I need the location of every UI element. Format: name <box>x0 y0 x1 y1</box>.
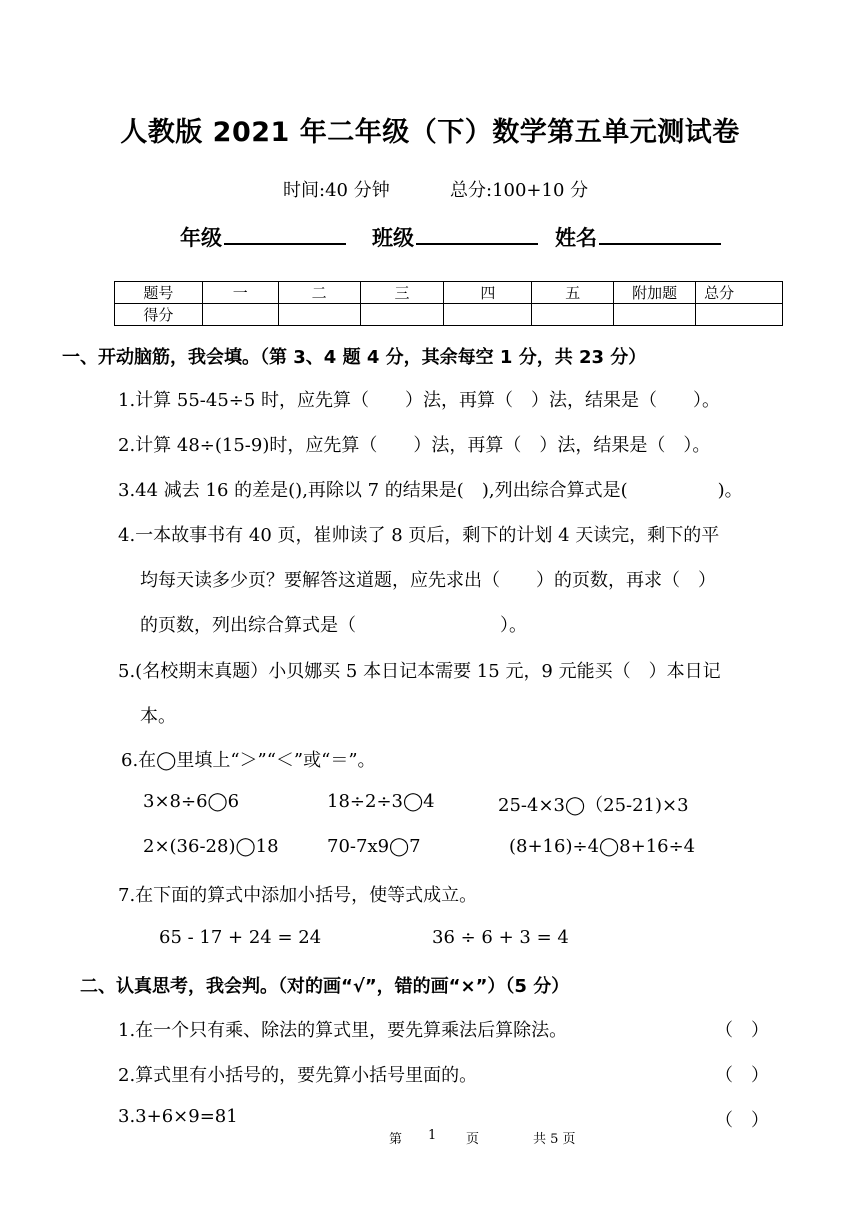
question-4-line1: 4.一本故事书有 40 页，崔帅读了 8 页后，剩下的计划 4 天读完，剩下的平 <box>118 525 720 546</box>
name-blank[interactable] <box>599 225 721 245</box>
score-header-cell: 附加题 <box>614 282 696 304</box>
question-3: 3.44 减去 16 的差是(),再除以 7 的结果是( ),列出综合算式是( )。 <box>118 480 743 501</box>
score-row-label: 得分 <box>115 304 203 326</box>
score-header-cell: 二 <box>278 282 360 304</box>
judge-mark-2[interactable]: （ ） <box>715 1065 769 1086</box>
compare-item: 70-7x9◯7 <box>327 836 421 857</box>
score-cell[interactable] <box>532 304 614 326</box>
compare-item: 3×8÷6◯6 <box>143 791 240 812</box>
score-header-cell: 三 <box>360 282 444 304</box>
question-5-line2: 本。 <box>140 706 176 727</box>
question-4-line2: 均每天读多少页？要解答这道题，应先求出（ ）的页数，再求（ ） <box>140 570 716 591</box>
compare-item: 25-4×3◯（25-21)×3 <box>498 795 689 816</box>
question-4-line3: 的页数，列出综合算式是（ ）。 <box>140 615 527 636</box>
judge-mark-1[interactable]: （ ） <box>715 1020 769 1041</box>
class-label: 班级 <box>372 226 414 250</box>
score-cell[interactable] <box>278 304 360 326</box>
score-header-cell: 一 <box>202 282 278 304</box>
score-table-row <box>115 304 783 326</box>
judge-item-3: 3.3+6×9=81 <box>118 1106 238 1127</box>
page-title: 人教版 2021 年二年级（下）数学第五单元测试卷 <box>120 117 740 148</box>
compare-item: (8+16)÷4◯8+16÷4 <box>509 836 696 857</box>
class-blank[interactable] <box>416 225 538 245</box>
time-limit: 时间:40 分钟 <box>283 180 390 201</box>
question-7: 7.在下面的算式中添加小括号，使等式成立。 <box>118 885 478 906</box>
name-field[interactable] <box>555 222 721 252</box>
question-5-line1: 5.(名校期末真题）小贝娜买 5 本日记本需要 15 元，9 元能买（ ）本日记 <box>118 661 721 682</box>
score-header-cell: 总分 <box>696 282 783 304</box>
grade-label: 年级 <box>180 226 222 250</box>
score-table-header-row <box>115 282 783 304</box>
score-cell[interactable] <box>696 304 783 326</box>
footer-total-pages: 共 5 页 <box>533 1132 576 1147</box>
compare-item: 18÷2÷3◯4 <box>327 791 435 812</box>
score-header-cell: 题号 <box>115 282 203 304</box>
grade-blank[interactable] <box>224 225 346 245</box>
parenthesis-equation: 36 ÷ 6 + 3 = 4 <box>432 927 569 948</box>
judge-item-2: 2.算式里有小括号的，要先算小括号里面的。 <box>118 1065 478 1086</box>
question-6: 6.在◯里填上“＞”“＜”或“＝”。 <box>121 750 376 771</box>
score-table <box>114 281 783 326</box>
footer-page-unit: 页 <box>466 1132 480 1147</box>
name-label: 姓名 <box>555 226 597 250</box>
score-cell[interactable] <box>614 304 696 326</box>
score-cell[interactable] <box>360 304 444 326</box>
parenthesis-equation: 65 - 17 + 24 = 24 <box>159 927 322 948</box>
section1-heading: 一、开动脑筋，我会填。（第 3、4 题 4 分，其余每空 1 分，共 23 分） <box>62 347 647 368</box>
question-2: 2.计算 48÷(15-9)时，应先算（ ）法，再算（ ）法，结果是（ ）。 <box>118 435 711 456</box>
score-header-cell: 四 <box>444 282 532 304</box>
score-cell[interactable] <box>202 304 278 326</box>
compare-item: 2×(36-28)◯18 <box>143 836 279 857</box>
section2-heading: 二、认真思考，我会判。（对的画“√”，错的画“×”）（5 分） <box>80 976 570 997</box>
total-score: 总分:100+10 分 <box>450 180 589 201</box>
judge-item-1: 1.在一个只有乘、除法的算式里，要先算乘法后算除法。 <box>118 1020 568 1041</box>
score-cell[interactable] <box>444 304 532 326</box>
grade-field[interactable] <box>180 222 346 252</box>
judge-mark-3[interactable]: （ ） <box>715 1110 769 1131</box>
question-1: 1.计算 55-45÷5 时，应先算（ ）法，再算（ ）法，结果是（ ）。 <box>118 390 721 411</box>
score-header-cell: 五 <box>532 282 614 304</box>
footer-page-label: 第 <box>389 1132 403 1147</box>
class-field[interactable] <box>372 222 538 252</box>
footer-page-number: 1 <box>428 1128 437 1143</box>
